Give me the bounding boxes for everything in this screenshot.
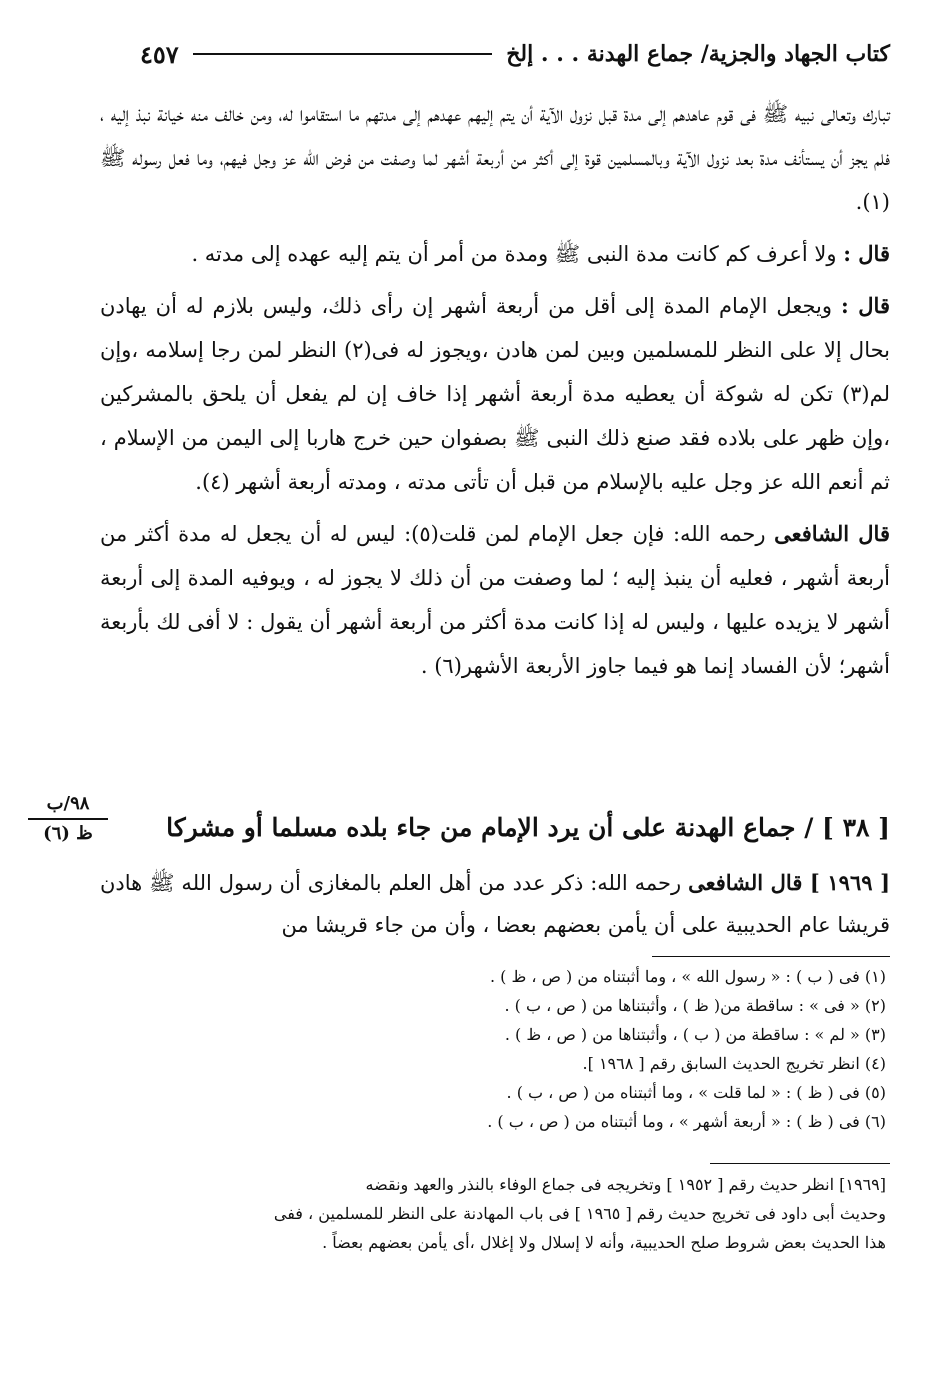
footnotes — [126, 962, 886, 1136]
footnote-6: (٦) فى ( ظ ) : « أربعة أشهر » ، وما أثبتناه من ( ص ، ب ) . — [487, 1112, 886, 1131]
paragraph-3 — [100, 284, 890, 504]
book-title: كتاب الجهاد والجزية/ جماع الهدنة . . . إلخ — [506, 41, 890, 67]
footnote-2: (٢) « فى » : ساقطة من( ظ ) ، وأثبتناها من ( ص ، ب ) . — [504, 996, 886, 1015]
hadith-endnote — [180, 1170, 886, 1257]
paragraph-2-text: ولا أعرف كم كانت مدة النبى ﷺ ومدة من أمر أن يتم إليه عهده إلى مدته . — [191, 242, 844, 266]
endnote-separator — [710, 1163, 890, 1164]
manuscript-margin-note — [28, 792, 108, 846]
endnote-line-1: [١٩٦٩] انظر حديث رقم [ ١٩٥٢ ] وتخريجه فى جماع الوفاء بالنذر والعهد ونقضه — [365, 1175, 886, 1194]
paragraph-1: تبارك وتعالى نبيه ﷺ فى قوم عاهدهم إلى مدة قبل نزول الآية أن يتم إليهم عهدهم إلى مدتهم ما استقاموا له، ومن خالف منه خيانة نبذ إليه ، فلم يجز أن يستأنف مدة بعد نزول الآية وبالمسلمين قوة إلى أكثر من أربعة أشهر لما وصفت من فرض الله عز وجل فيهم، وما فعل رسوله ﷺ (١). — [100, 102, 890, 214]
section-heading: [ ٣٨ ] / جماع الهدنة على أن يرد الإمام من جاء بلده مسلما أو مشركا — [166, 813, 890, 842]
paragraph-4-text: رحمه الله: فإن جعل الإمام لمن قلت(٥): ليس له أن يجعل له مدة أكثر من أربعة أشهر ، فعليه أن ينبذ إليه ؛ لما وصفت من أن ذلك لا يجوز له ، ويوفيه المدة إلى أربعة أشهر لا يزيده عليها ، وليس له إذا كانت مدة أكثر من أربعة أشهر أن يقول : لا أفى لك بأربعة أشهر؛ لأن الفساد إنما هو فيما جاوز الأربعة الأشهر(٦) . — [100, 522, 890, 678]
page-number: ٤٥٧ — [140, 39, 179, 69]
section-text — [100, 862, 890, 946]
paragraph-3-text: ويجعل الإمام المدة إلى أقل من أربعة أشهر إن رأى ذلك، وليس بلازم له أن يهادن بحال إلا على النظر للمسلمين وبين لمن هادن ،ويجوز له فى(٢) النظر لمن رجا إسلامه ،وإن لم(٣) تكن له شوكة أن يعطيه مدة أربعة أشهر إذا خاف إن لم يفعل أن يلحق بالمشركين ،وإن ظهر على بلاده فقد صنع ذلك النبى ﷺ بصفوان حين خرج هاربا إلى اليمن من الإسلام ، ثم أنعم الله عز وجل عليه بالإسلام من قبل أن تأتى مدته ، ومدته أربعة أشهر (٤). — [100, 294, 890, 494]
footnote-5: (٥) فى ( ظ ) : « لما قلت » ، وما أثبتناه من ( ص ، ب ) . — [506, 1083, 886, 1102]
margin-note-manuscript: ظ (٦) — [43, 823, 93, 844]
hadith-lead: قال الشافعى — [688, 870, 810, 895]
main-text — [100, 92, 890, 688]
paragraph-2-lead: قال : — [843, 241, 890, 266]
footnote-3: (٣) « لم » : ساقطة من ( ب ) ، وأثبتناها من ( ص ، ظ ) . — [504, 1025, 886, 1044]
footnote-1: (١) فى ( ب ) : « رسول الله » ، وما أثبتناه من ( ص ، ظ ) . — [489, 967, 886, 986]
hadith-text: رحمه الله: ذكر عدد من أهل العلم بالمغازى أن رسول الله ﷺ هادن قريشا عام الحديبية على أن يأمن بعضهم بعضا ، وأن من جاء قريشا من — [100, 871, 890, 937]
endnote-line-3: هذا الحديث بعض شروط صلح الحديبية، وأنه لا إسلال ولا إغلال ،أى يأمن بعضهم بعضاً . — [322, 1233, 886, 1252]
paragraph-2 — [100, 232, 890, 276]
header-rule — [193, 53, 493, 55]
hadith-number: [ ١٩٦٩ ] — [809, 870, 891, 895]
footnote-4: (٤) انظر تخريج الحديث السابق رقم [ ١٩٦٨ ]. — [582, 1054, 886, 1073]
margin-note-folio: ٩٨/ب — [28, 792, 108, 820]
running-header — [140, 34, 890, 74]
paragraph-3-lead: قال : — [840, 293, 890, 318]
paragraph-4 — [100, 512, 890, 688]
endnote-line-2: وحديث أبى داود فى تخريج حديث رقم [ ١٩٦٥ ] فى باب المهادنة على النظر للمسلمين ، ففى — [273, 1204, 886, 1223]
footnote-separator — [652, 956, 890, 957]
paragraph-4-lead: قال الشافعى — [774, 521, 890, 546]
